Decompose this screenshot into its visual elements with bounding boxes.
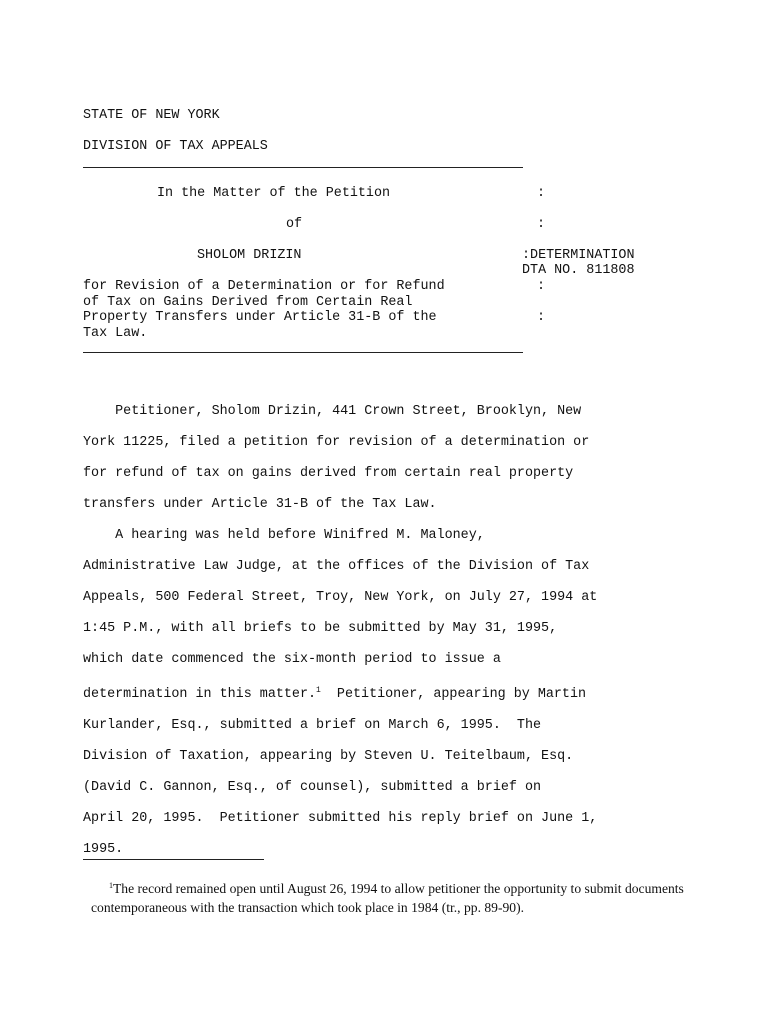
body-line: Administrative Law Judge, at the offices of the Division of Tax [83, 559, 590, 574]
purpose-line-4: Tax Law. [83, 326, 148, 341]
determination-label: :DETERMINATION [522, 248, 635, 263]
of-line: of [286, 217, 303, 232]
division-heading: DIVISION OF TAX APPEALS [83, 139, 268, 154]
body-line: for refund of tax on gains derived from certain real property [83, 466, 574, 481]
footnote [91, 876, 691, 917]
body-line: Petitioner, Sholom Drizin, 441 Crown Street, Brooklyn, New [83, 404, 582, 419]
body-text: Petitioner, appearing by Martin [320, 687, 587, 702]
caption-bottom-rule [83, 352, 523, 353]
body-line-with-footnote [83, 675, 597, 710]
caption-top-rule [83, 167, 523, 168]
body-line: (David C. Gannon, Esq., of counsel), submitted a brief on [83, 780, 542, 795]
purpose-line-1: for Revision of a Determination or for Refund [83, 279, 445, 294]
purpose-line-2: of Tax on Gains Derived from Certain Real [83, 295, 413, 310]
body-line: transfers under Article 31-B of the Tax Law. [83, 497, 437, 512]
footnote-marker: 1 [109, 881, 113, 890]
body-line: 1:45 P.M., with all briefs to be submitted by May 31, 1995, [83, 621, 558, 636]
body-line: Kurlander, Esq., submitted a brief on March 6, 1995. The [83, 718, 542, 733]
purpose-line-3: Property Transfers under Article 31-B of the [83, 310, 437, 325]
footnote-reference[interactable]: 1 [316, 686, 321, 695]
caption-colon-4: : [537, 310, 546, 325]
state-heading: STATE OF NEW YORK [83, 108, 220, 123]
body-line: York 11225, filed a petition for revision of a determination or [83, 435, 590, 450]
body-line: Division of Taxation, appearing by Steven U. Teitelbaum, Esq. [83, 749, 574, 764]
body-line: A hearing was held before Winifred M. Maloney, [83, 528, 485, 543]
matter-line: In the Matter of the Petition [157, 186, 391, 201]
footnote-text: The record remained open until August 26, 1994 to allow petitioner the opportunity to submit documents contemporaneous with the transaction which took place in 1984 (tr., pp. 89-90). [91, 881, 684, 915]
footnote-separator [83, 859, 264, 860]
caption-colon-3: : [537, 279, 546, 294]
caption-colon-1: : [537, 186, 546, 201]
petitioner-name: SHOLOM DRIZIN [197, 248, 302, 263]
body-text: determination in this matter. [83, 687, 317, 702]
body-line: 1995. [83, 842, 124, 857]
paragraph-petition [83, 365, 597, 896]
dta-number: DTA NO. 811808 [522, 263, 635, 278]
body-line: which date commenced the six-month period to issue a [83, 652, 501, 667]
caption-colon-2: : [537, 217, 546, 232]
body-line: Appeals, 500 Federal Street, Troy, New York, on July 27, 1994 at [83, 590, 598, 605]
body-line: April 20, 1995. Petitioner submitted his reply brief on June 1, [83, 811, 598, 826]
